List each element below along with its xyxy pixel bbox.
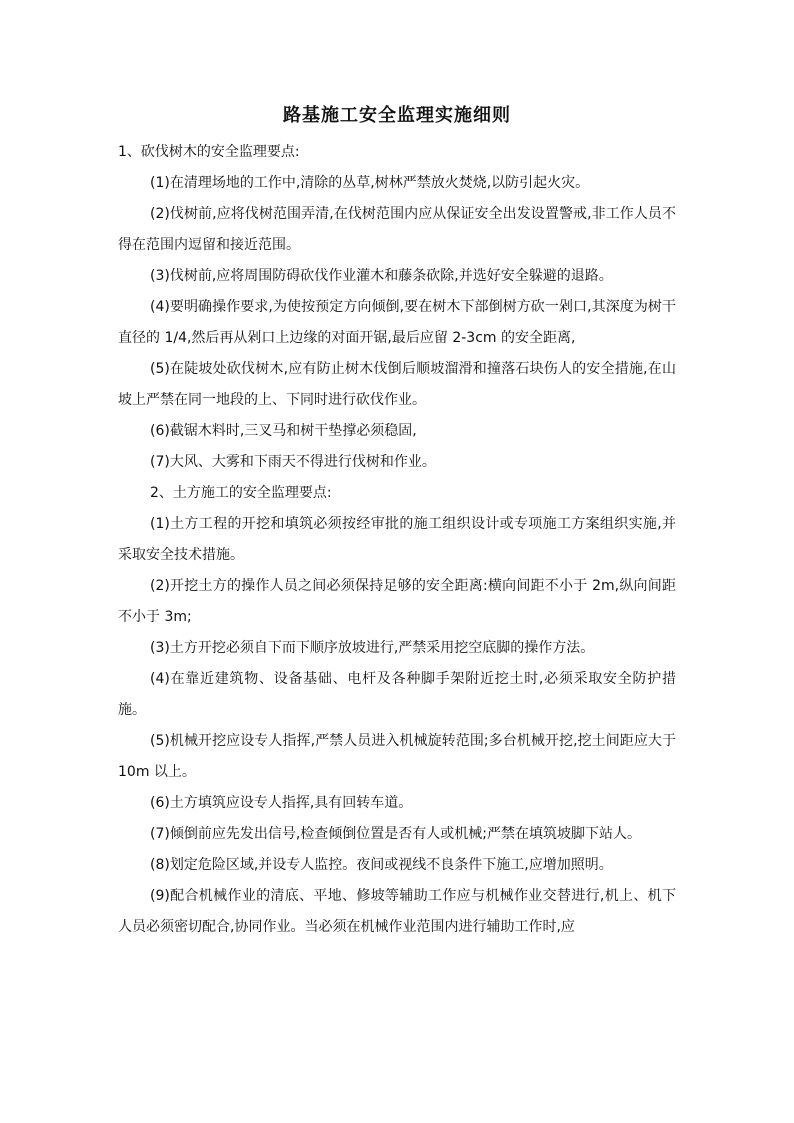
section-2-item-1: (1)土方工程的开挖和填筑必须按经审批的施工组织设计或专项施工方案组织实施,并采取安全技术措施。: [118, 516, 676, 563]
section-2-item-9: (9)配合机械作业的清底、平地、修坡等辅助工作应与机械作业交替进行,机上、机下人员必须密切配合,协同作业。当必须在机械作业范围内进行辅助工作时,应: [118, 888, 676, 935]
section-1-item-6: (6)截锯木料时,三叉马和树干垫撑必须稳固,: [150, 423, 417, 439]
document-title: 路基施工安全监理实施细则: [283, 105, 511, 126]
section-1-item-3: (3)伐树前,应将周围防碍砍伐作业灌木和藤条砍除,并选好安全躲避的退路。: [150, 268, 613, 284]
section-2-item-8: (8)划定危险区域,并设专人监控。夜间或视线不良条件下施工,应增加照明。: [150, 857, 613, 873]
section-1-heading: 1、砍伐树木的安全监理要点:: [118, 144, 300, 160]
section-2-item-3: (3)土方开挖必须自下而下顺序放坡进行,严禁采用挖空底脚的操作方法。: [150, 640, 595, 656]
section-2-item-4: (4)在靠近建筑物、设备基础、电杆及各种脚手架附近挖土时,必须采取安全防护措施。: [118, 671, 676, 718]
section-1-item-7: (7)大风、大雾和下雨天不得进行伐树和作业。: [150, 454, 436, 470]
document-body: [118, 137, 676, 943]
section-2-item-2: (2)开挖土方的操作人员之间必须保持足够的安全距离:横向间距不小于 2m,纵向间距不小于 3m;: [118, 578, 676, 625]
section-1-item-2: (2)伐树前,应将伐树范围弄清,在伐树范围内应从保证安全出发设置警戒,非工作人员不得在范围内逗留和接近范围。: [118, 206, 676, 253]
section-2-item-7: (7)倾倒前应先发出信号,检查倾倒位置是否有人或机械;严禁在填筑坡脚下站人。: [150, 826, 641, 842]
section-1-item-5: (5)在陡坡处砍伐树木,应有防止树木伐倒后顺坡溜滑和撞落石块伤人的安全措施,在山坡上严禁在同一地段的上、下同时进行砍伐作业。: [118, 361, 676, 408]
section-2-item-6: (6)土方填筑应设专人指挥,具有回转车道。: [150, 795, 413, 811]
section-2-heading: 2、土方施工的安全监理要点:: [150, 485, 332, 501]
section-1-item-1: (1)在清理场地的工作中,清除的丛草,树林严禁放火焚烧,以防引起火灾。: [150, 175, 590, 191]
section-1-item-4: (4)要明确操作要求,为使按预定方向倾倒,要在树木下部倒树方砍一剁口,其深度为树干直径的 1/4,然后再从剁口上边缘的对面开锯,最后应留 2-3cm 的安全距离,: [118, 299, 676, 346]
section-2-item-5: (5)机械开挖应设专人指挥,严禁人员进入机械旋转范围;多台机械开挖,挖土间距应大于 10m 以上。: [118, 733, 676, 780]
